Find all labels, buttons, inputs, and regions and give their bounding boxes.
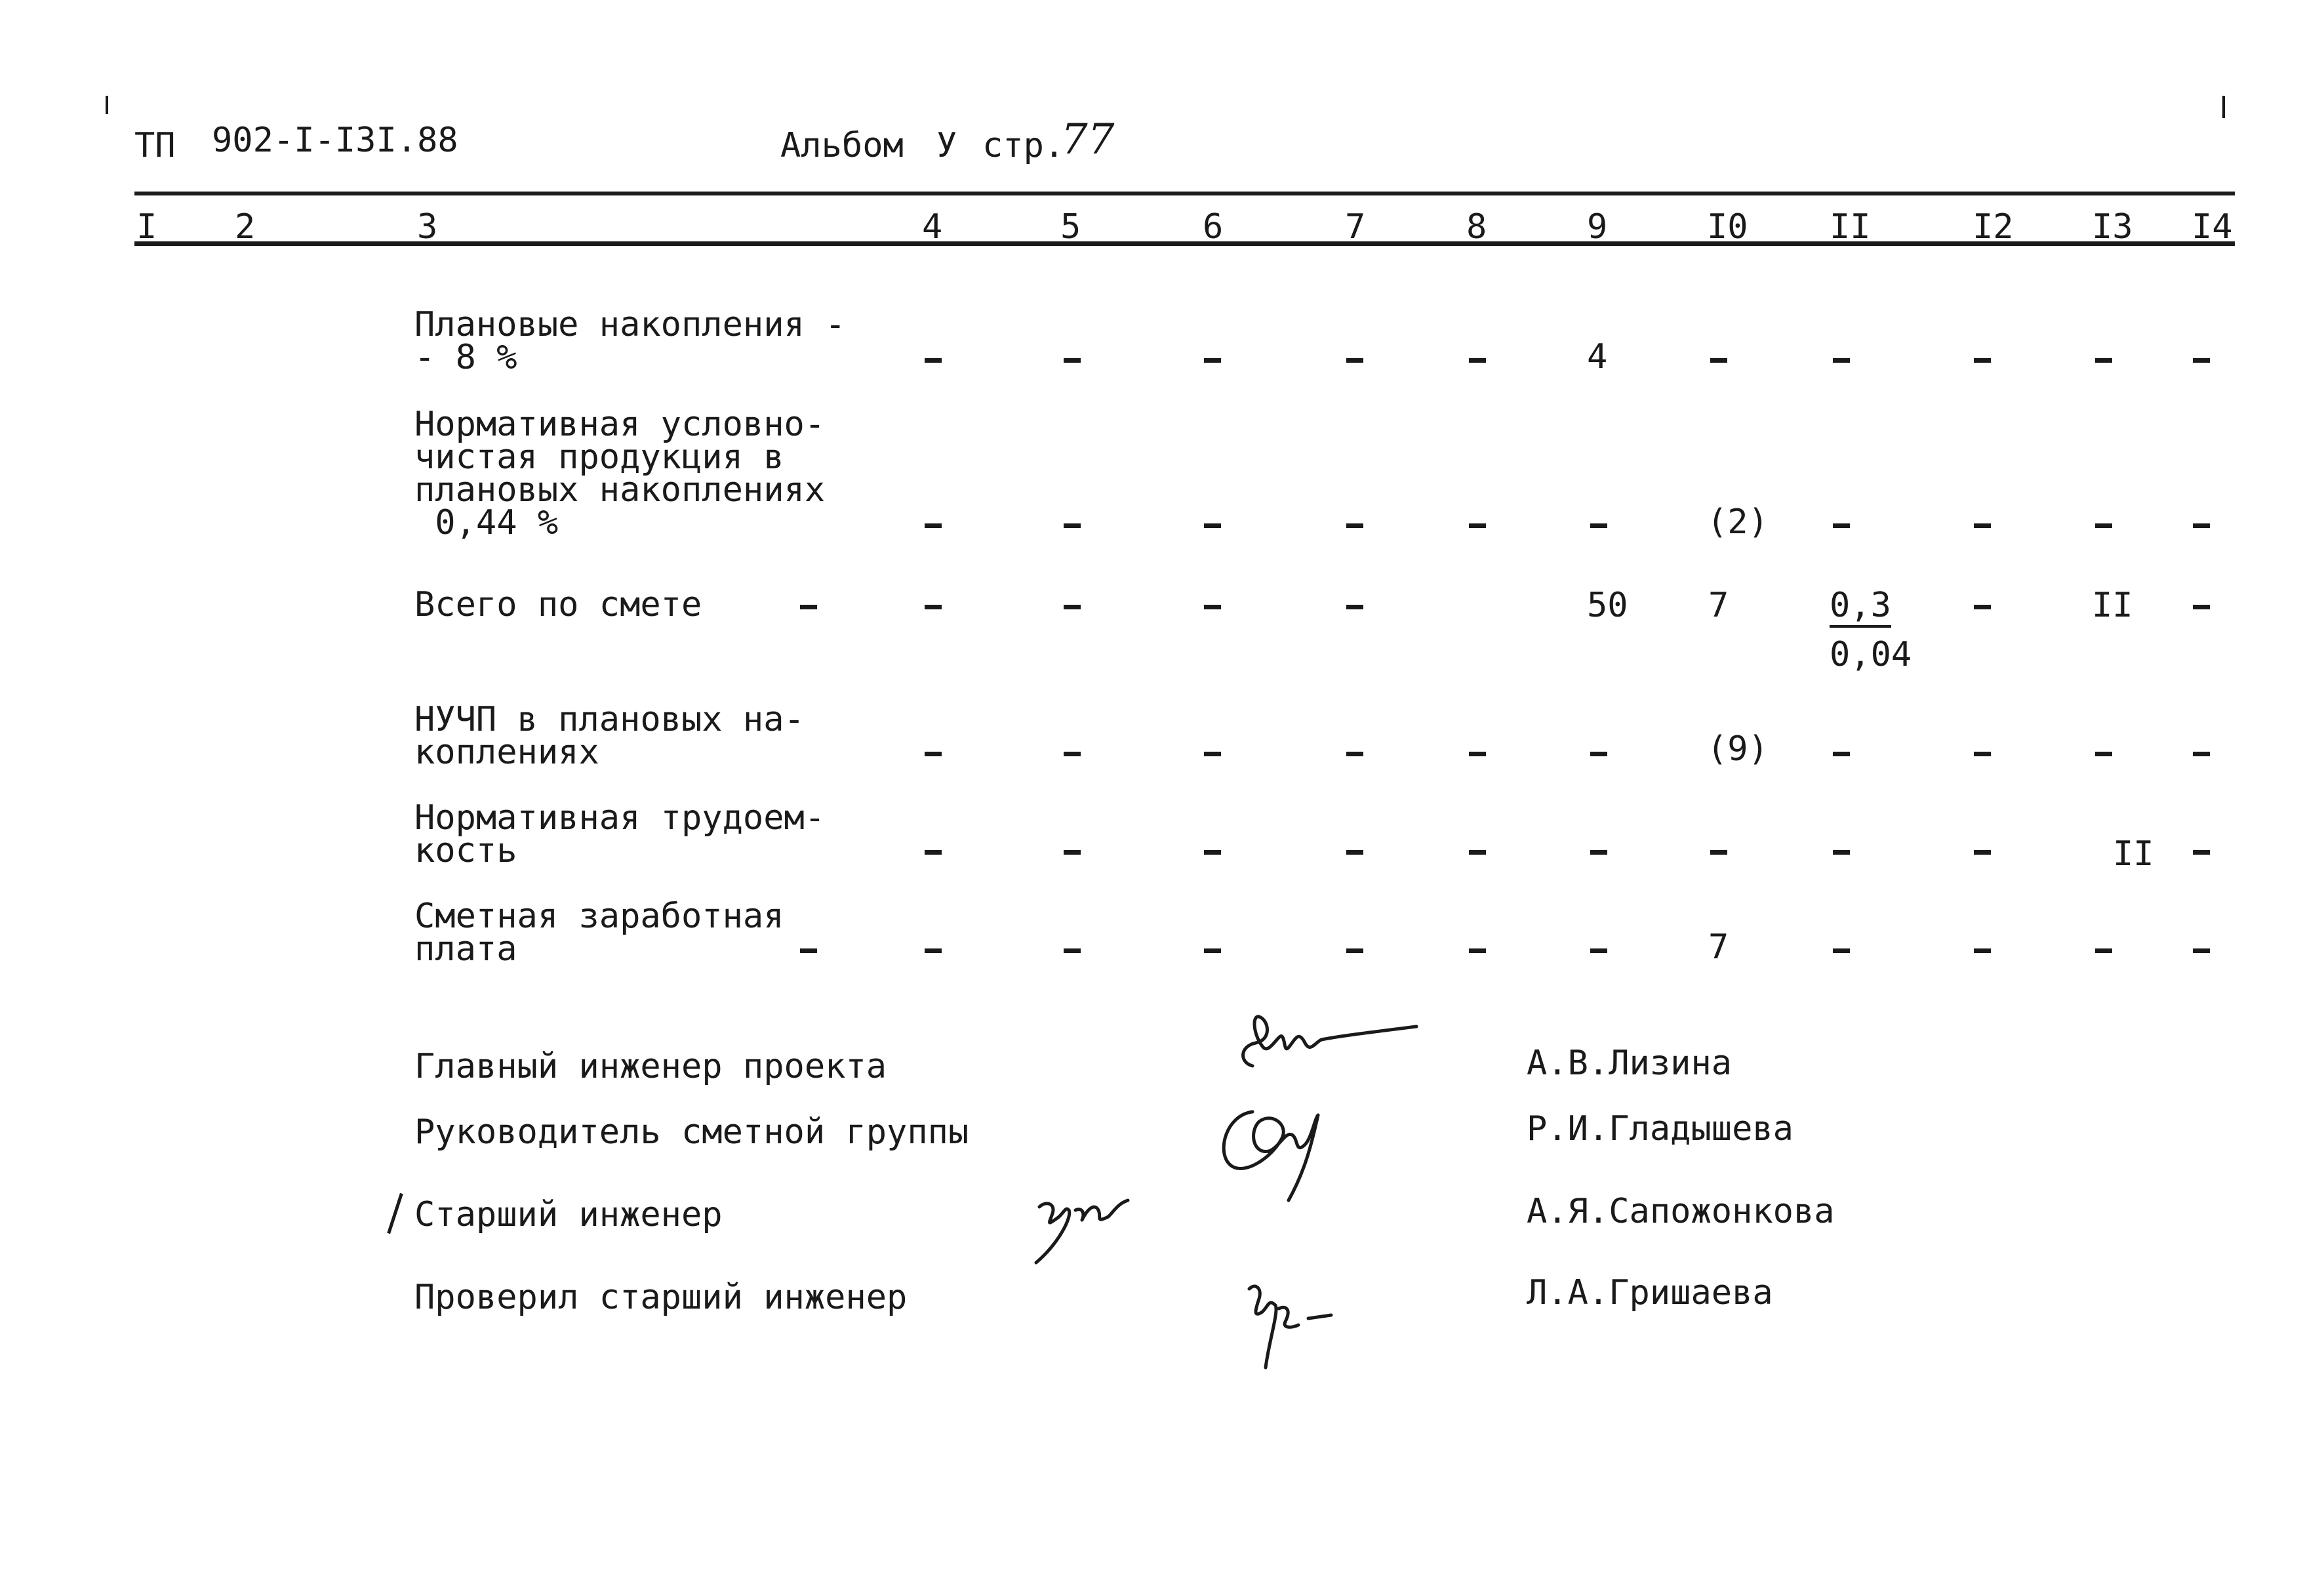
col-1: I [136,207,157,247]
header-rule-bottom [134,241,2235,246]
dash-mark [1346,605,1363,609]
col-6: 6 [1203,207,1224,247]
dash-mark [1469,752,1486,756]
dash-mark [1710,358,1727,363]
sig-role-senior-engineer: Старший инженер [414,1195,723,1234]
dash-mark [1833,850,1850,855]
dash-mark [800,948,817,953]
dash-mark [1204,948,1221,953]
dash-mark [1469,358,1486,363]
dash-mark [2193,358,2210,363]
dash-mark [1064,358,1081,363]
dash-mark [1974,752,1991,756]
margin-mark-left [106,96,108,114]
dash-mark [1064,850,1081,855]
col-3: 3 [417,207,438,247]
dash-mark [1204,752,1221,756]
row-label-total-by-estimate: Всего по смете [414,585,702,624]
row-label-planned-accumulation: Плановые накопления - - 8 % [414,305,846,377]
sig-role-checked-senior-engineer: Проверил старший инженер [414,1278,908,1317]
row4-col10-value: (9) [1707,729,1769,769]
row3-col13-value: II [2092,586,2133,625]
dash-mark [2095,523,2112,528]
dash-mark [1469,948,1486,953]
dash-mark [1974,948,1991,953]
col-4: 4 [922,207,943,247]
dash-mark [1204,358,1221,363]
dash-mark [1590,752,1607,756]
dash-mark [1469,523,1486,528]
album-number: У [936,126,957,165]
dash-mark [1064,752,1081,756]
col-8: 8 [1466,207,1487,247]
slash-mark [387,1193,403,1234]
row-label-estimated-wages: Сметная заработная плата [414,897,784,969]
dash-mark [925,752,942,756]
sig-name-chief-engineer: А.В.Лизина [1527,1044,1733,1083]
dash-mark [2095,358,2112,363]
dash-mark [1346,523,1363,528]
row3-col10-value: 7 [1708,586,1729,625]
dash-mark [1974,358,1991,363]
col-12: I2 [1973,207,2014,247]
dash-mark [925,850,942,855]
col-13: I3 [2092,207,2133,247]
doc-code: ТП [134,126,176,165]
sig-name-senior-engineer: А.Я.Сапожонкова [1527,1192,1835,1231]
dash-mark [2095,752,2112,756]
dash-mark [800,605,817,609]
sig-role-estimate-group-head: Руководитель сметной группы [414,1112,969,1152]
dash-mark [1833,358,1850,363]
dash-mark [1204,605,1221,609]
col-2: 2 [235,207,256,247]
dash-mark [1710,850,1727,855]
col-9: 9 [1587,207,1608,247]
dash-mark [1204,523,1221,528]
dash-mark [2193,752,2210,756]
dash-mark [2193,948,2210,953]
header-rule-top [134,192,2235,195]
page-number: 77 [1061,115,1115,164]
row-label-normative-net-product: Нормативная условно- чистая продукция в плановых накоплениях 0,44 % [414,405,826,542]
margin-mark-right [2222,96,2225,118]
dash-mark [1590,523,1607,528]
col-10: I0 [1707,207,1748,247]
signature-chief-engineer [1233,1007,1423,1079]
signature-estimate-group-head [1207,1092,1338,1204]
dash-mark [1346,850,1363,855]
dash-mark [2193,523,2210,528]
dash-mark [1346,948,1363,953]
col-5: 5 [1060,207,1081,247]
signature-checker [1233,1269,1351,1374]
col-11: II [1830,207,1871,247]
dash-mark [1833,523,1850,528]
row3-col9-value: 50 [1587,586,1628,625]
signature-senior-engineer [1030,1181,1134,1266]
album-label: Альбом [780,126,904,165]
dash-mark [1590,850,1607,855]
dash-mark [1974,850,1991,855]
doc-number: 902-I-I3I.88 [212,121,458,160]
dash-mark [1204,850,1221,855]
row3-col11-value-top: 0,3 [1830,588,1891,628]
sig-role-chief-engineer: Главный инженер проекта [414,1047,887,1086]
dash-mark [1974,605,1991,609]
dash-mark [1064,948,1081,953]
row1-col9-value: 4 [1587,337,1608,377]
dash-mark [1833,948,1850,953]
dash-mark [1346,752,1363,756]
dash-mark [1064,605,1081,609]
dash-mark [1590,948,1607,953]
col-14: I4 [2192,207,2233,247]
sig-name-estimate-group-head: Р.И.Гладышева [1527,1109,1793,1149]
col-7: 7 [1345,207,1366,247]
dash-mark [2193,850,2210,855]
row2-col10-value: (2) [1707,502,1769,542]
row5-col13-value: II [2113,834,2154,874]
dash-mark [1469,850,1486,855]
dash-mark [925,523,942,528]
row3-col11-value-bottom: 0,04 [1830,635,1912,674]
dash-mark [1833,752,1850,756]
page-label: стр. [982,126,1065,165]
row6-col10-value: 7 [1708,927,1729,967]
sig-name-checked-senior-engineer: Л.А.Гришаева [1527,1273,1773,1313]
dash-mark [925,358,942,363]
dash-mark [2193,605,2210,609]
dash-mark [925,948,942,953]
dash-mark [925,605,942,609]
row-label-labor-intensity: Нормативная трудоем- кость [414,798,826,870]
row-label-nuchp: НУЧП в плановых на- коплениях [414,700,805,772]
dash-mark [1974,523,1991,528]
dash-mark [1346,358,1363,363]
dash-mark [1064,523,1081,528]
dash-mark [2095,948,2112,953]
